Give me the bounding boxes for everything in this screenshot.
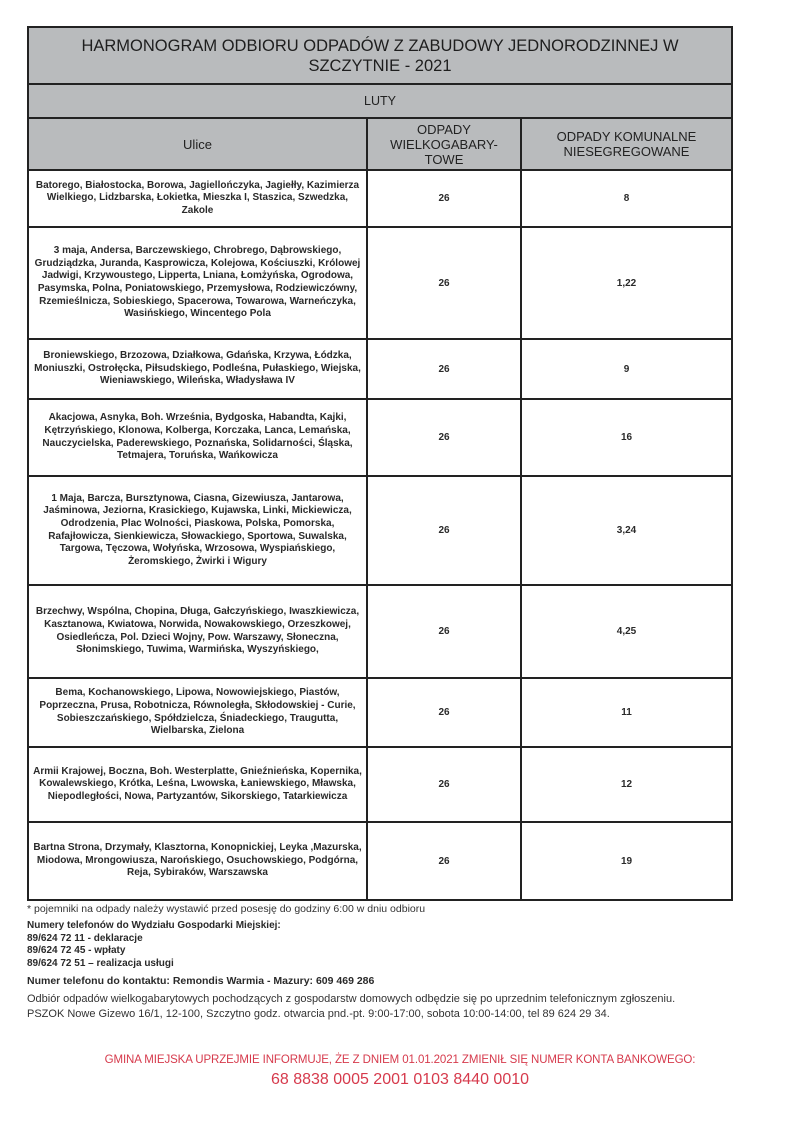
table-row [29, 171, 731, 228]
table-row [29, 823, 731, 899]
table-row [29, 748, 731, 823]
table-row [29, 586, 731, 679]
mixed-day-cell: 19 [620, 855, 633, 867]
contact-number: Numer telefonu do kontaktu: Remondis Warmia - Mazury: 609 469 286 [27, 975, 375, 988]
table-row [29, 400, 731, 477]
footnote: * pojemniki na odpady należy wystawić przed posesję do godziny 6:00 w dniu odbioru [27, 903, 426, 915]
mixed-day-cell: 12 [620, 779, 633, 790]
streets-cell: Bema, Kochanowskiego, Lipowa, Nowowiejskiego, Piastów, Poprzeczna, Prusa, Robotnicza, Równoległa, Skłodowskiej - Curie, Sobieszczańskiego, Spółdzielcza, Śniadeckiego, Traugutta, Wielbarska, Zielona [29, 679, 368, 746]
bulky-day-cell: 26 [368, 679, 522, 746]
bulky-day-cell: 26 [368, 171, 522, 226]
column-header-bulky-text: ODPADY WIELKOGABARY-TOWE [390, 121, 498, 167]
phone-line: 89/624 72 11 - deklaracje [27, 932, 143, 944]
bulky-day-cell: 26 [368, 477, 522, 584]
phone-numbers [27, 920, 747, 970]
streets-cell: 3 maja, Andersa, Barczewskiego, Chrobrego, Dąbrowskiego, Grudziądzka, Juranda, Kasprowicza, Kolejowa, Kościuszki, Królowej Jadwigi, Krzywoustego, Lipperta, Lniana, Łomżyńska, Ogrodowa, Pasymska, Polna, Poniatowskiego, Przemysłowa, Rodziewiczówny, Rzemieślnicza, Sobieskiego, Spacerowa, Towarowa, Warneńczyka, Wasińskiego, Wincentego Pola [29, 228, 368, 338]
table-row [29, 340, 731, 400]
bank-notice: GMINA MIEJSKA UPRZEJMIE INFORMUJE, ŻE Z DNIEM 01.01.2021 ZMIENIŁ SIĘ NUMER KONTA BANKOWEGO: [104, 1054, 696, 1066]
pszok-info: PSZOK Nowe Gizewo 16/1, 12-100, Szczytno godz. otwarcia pnd.-pt. 9:00-17:00, sobota 10:00-14:00, tel 89 624 29 34. [27, 1007, 610, 1020]
mixed-day-cell: 16 [620, 432, 633, 443]
column-header-row [29, 119, 731, 171]
table-row [29, 477, 731, 586]
mixed-day-cell: 4,25 [616, 626, 637, 637]
mixed-day-cell: 3,24 [616, 525, 637, 536]
bulky-day-cell: 26 [368, 748, 522, 821]
bank-account-number: 68 8838 0005 2001 0103 8440 0010 [270, 1071, 530, 1088]
mixed-day-cell: 8 [623, 193, 630, 204]
bulky-day-cell: 26 [368, 586, 522, 677]
mixed-day-cell: 11 [621, 707, 632, 718]
mixed-day-cell: 1,22 [616, 277, 637, 289]
bulky-day-cell: 26 [368, 340, 522, 398]
streets-cell: Armii Krajowej, Boczna, Boh. Westerplatte, Gnieźnieńska, Kopernika, Kowalewskiego, Krótka, Leśna, Lwowska, Łaniewskiego, Mławska, Niepodległości, Nowa, Partyzantów, Sikorskiego, Tatarkiewicza [29, 748, 368, 821]
mixed-day-cell: 9 [623, 363, 630, 375]
phones-heading: Numery telefonów do Wydziału Gospodarki Miejskiej: [27, 920, 281, 931]
page-title: HARMONOGRAM ODBIORU ODPADÓW Z ZABUDOWY JEDNORODZINNEJ W SZCZYTNIE - 2021 [81, 36, 679, 75]
streets-cell: Bartna Strona, Drzymały, Klasztorna, Konopnickiej, Leyka ,Mazurska, Miodowa, Mrongowiusza, Narońskiego, Osuchowskiego, Podgórna, Reja, Sybiraków, Warszawska [29, 823, 368, 899]
bulky-day-cell: 26 [368, 400, 522, 475]
bulky-waste-note: Odbiór odpadów wielkogabarytowych pochodzących z gospodarstw domowych odbędzie się po uprzednim telefonicznym zgłoszeniu. [27, 993, 676, 1006]
schedule-table [27, 26, 733, 901]
phone-line: 89/624 72 51 – realizacja usługi [27, 957, 174, 969]
phone-line: 89/624 72 45 - wpłaty [27, 945, 126, 957]
table-row [29, 228, 731, 340]
streets-cell: 1 Maja, Barcza, Bursztynowa, Ciasna, Gizewiusza, Jantarowa, Jaśminowa, Jeziorna, Krasickiego, Kujawska, Linki, Mickiewicza, Odrodzenia, Plac Wolności, Piaskowa, Polska, Pomorska, Rafajłowicza, Sienkiewicza, Słowackiego, Sportowa, Suwalska, Targowa, Tęczowa, Wołyńska, Wrzosowa, Wyspiańskiego, Żeromskiego, Żwirki i Wigury [29, 477, 368, 584]
streets-cell: Akacjowa, Asnyka, Boh. Września, Bydgoska, Habandta, Kajki, Kętrzyńskiego, Klonowa, Kolberga, Korczaka, Lanca, Lemańska, Nauczycielska, Paderewskiego, Poznańska, Solidarności, Śląska, Tetmajera, Toruńska, Wańkowicza [29, 400, 368, 475]
streets-cell: Batorego, Białostocka, Borowa, Jagiellończyka, Jagiełły, Kazimierza Wielkiego, Lidzbarska, Łokietka, Mieszka I, Staszica, Szwedzka, Zakole [29, 171, 368, 226]
column-header-bulky [368, 119, 522, 169]
info-text [27, 992, 747, 1021]
footer-notes [27, 902, 747, 1021]
bulky-day-cell: 26 [368, 823, 522, 899]
column-header-mixed-text: ODPADY KOMUNALNE NIESEGREGOWANE [556, 129, 697, 159]
column-header-streets: Ulice [29, 119, 368, 169]
streets-cell: Broniewskiego, Brzozowa, Działkowa, Gdańska, Krzywa, Łódzka, Moniuszki, Ostrołęcka, Piłsudskiego, Podleśna, Pułaskiego, Wiejska, Wieniawskiego, Wileńska, Władysława IV [29, 340, 368, 398]
month-label: LUTY [364, 94, 396, 108]
table-row [29, 679, 731, 748]
month-row [29, 85, 731, 119]
table-title-row [29, 28, 731, 85]
bulky-day-cell: 26 [368, 228, 522, 338]
column-header-mixed [522, 119, 731, 169]
streets-cell: Brzechwy, Wspólna, Chopina, Długa, Gałczyńskiego, Iwaszkiewicza, Kasztanowa, Kwiatowa, Norwida, Nowakowskiego, Orzeszkowej, Osiedleńcza, Pol. Dzieci Wojny, Pow. Warszawy, Słoneczna, Słonimskiego, Tuwima, Warmińska, Wyszyńskiego, [29, 586, 368, 677]
